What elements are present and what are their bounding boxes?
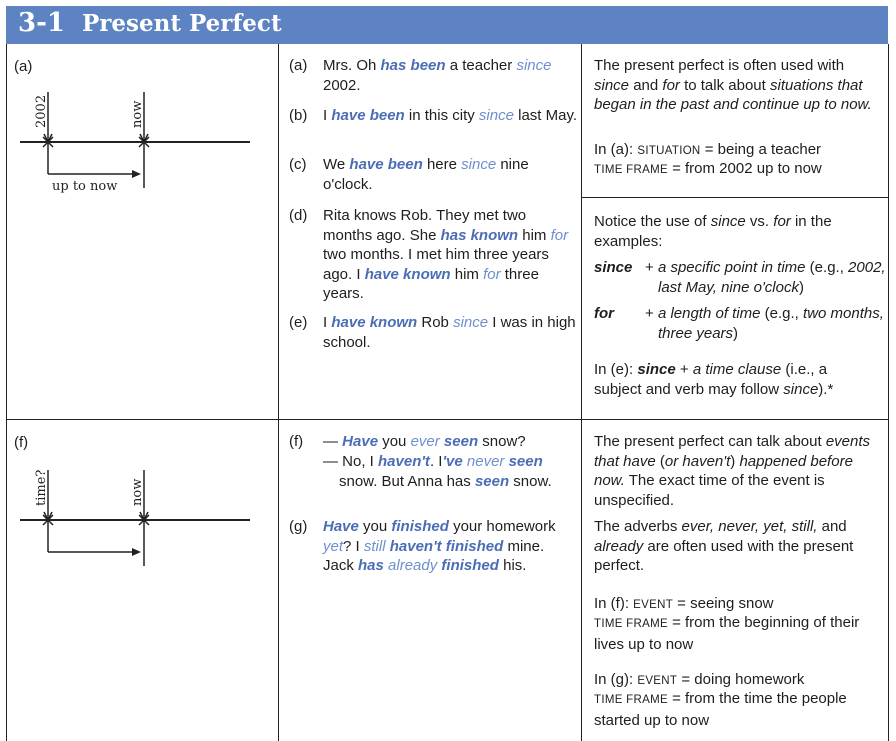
plain-text: ) [733,324,739,342]
plain-text: In (e): [594,361,638,378]
emphasis-text: yet [323,537,344,555]
explanation-line-situation: In (a): SITUATION = being a teacher [594,141,822,158]
table-border-left [6,44,7,741]
plain-text: mine. Jack [323,537,545,574]
example-key: (b) [289,107,308,124]
plain-text: ) [798,278,804,296]
example-key: (d) [289,207,308,224]
plain-text: The exact time of the event is unspecified. [594,472,825,509]
plain-text: Rita knows Rob. They met two months ago. She [323,207,527,244]
plain-text: ).* [818,380,834,398]
timeline-range-label: up to now [52,179,118,194]
plain-text: + [645,259,658,276]
plain-text: + [675,361,693,378]
emphasis-text: already [388,557,438,574]
example-text [323,517,579,576]
plain-text: last May. [513,107,578,124]
explanation-intro [594,56,874,115]
emphasis-text: have been [349,156,423,173]
emphasis-text: since [453,314,489,331]
example-text [323,106,579,126]
timeline-diagram-a [14,84,254,196]
row-label-f: (f) [14,434,29,451]
plain-text: two months. I met him three years ago. I [323,246,549,283]
emphasis-text: have been [331,107,405,124]
timeframe-f-line: TIME FRAME = from the beginning of their lives up to now [594,614,860,653]
timeline-now-label: now [130,478,145,506]
emphasis-text: since [783,380,819,398]
emphasis-text: never [466,453,505,470]
emphasis-text: has been [380,57,446,74]
event-f-line: In (f): EVENT = seeing snow [594,595,774,612]
emphasis-text: seen [474,472,510,490]
example-key: (f) [289,433,304,450]
emphasis-text: since [710,213,746,230]
table-border-right [888,44,889,741]
plain-text: snow. [509,472,552,490]
example-key: (e) [289,314,308,331]
plain-text: Notice the use of [594,213,711,230]
plain-text: to talk about [679,76,770,94]
emphasis-text: have known [331,314,418,331]
example-key: (c) [289,156,307,173]
emphasis-text: still [363,537,386,555]
plain-text: him [518,226,551,244]
section-header [6,6,888,44]
plain-text: your homework [448,518,556,535]
column-divider-2 [581,44,582,741]
since-rule-text [645,258,888,297]
plain-text: We [323,156,350,173]
note-divider [581,197,889,198]
plain-text: and [817,518,847,535]
plain-text: snow? [478,433,526,450]
plain-text: Mrs. Oh [323,57,381,74]
example-text [323,56,579,95]
emphasis-text: since [516,57,552,74]
example-text [323,206,579,304]
timeline-start-label: time? [34,469,49,506]
since-for-intro [594,212,874,251]
emphasis-text: haven't finished [389,537,504,555]
since-word: since [594,259,633,276]
plain-text: him [450,265,484,283]
emphasis-text: two months, three years [658,305,884,342]
emphasis-text: since [461,156,497,173]
plain-text: The adverbs [594,518,682,535]
emphasis-text: happened before now. [594,452,853,489]
plain-text: snow. But Anna has [339,472,475,490]
plain-text: — No, I [323,453,379,470]
emphasis-text: finished [441,557,499,574]
row-label-a: (a) [14,58,33,75]
section-number: 3-1 [18,8,65,38]
emphasis-text: seen [443,433,479,450]
emphasis-text: for [662,76,680,94]
plain-text: (i.e., a subject and verb may follow [594,361,828,398]
plain-text: ( [655,452,665,470]
plain-text: Rob [417,314,454,331]
plain-text: I [323,107,332,124]
plain-text: I [323,314,332,331]
example-f-line-2 [323,452,579,491]
example-key: (g) [289,518,308,535]
event-g-line: In (g): EVENT = doing homework [594,671,805,688]
emphasis-text: a time clause [692,361,782,378]
for-rule-text [645,304,888,343]
example-text [323,313,579,352]
for-word: for [594,305,614,322]
emphasis-text: or haven't [664,452,731,470]
plain-text: I was in high school. [323,314,576,351]
plain-text: — [323,433,343,450]
emphasis-text: a specific point in time [657,259,806,276]
emphasis-text: seen [508,453,543,470]
adverbs-note [594,517,874,576]
emphasis-text: finished [391,518,449,535]
emphasis-text: ever [410,433,440,450]
plain-text: nine o'clock. [323,156,529,193]
timeline-diagram-f [14,462,254,572]
emphasis-text: for [773,213,791,230]
emphasis-text: has [358,557,384,574]
plain-text: you [378,433,411,450]
emphasis-text: 2002, last May, nine o'clock [658,259,886,296]
timeline-now-label: now [130,100,145,128]
section-title: Present Perfect [82,10,282,37]
plain-text: ) [730,452,740,470]
plain-text: (e.g., [805,259,849,276]
emphasis-text: situations that began in the past and continue up to now. [594,76,872,113]
since-time-clause [594,360,874,399]
emphasis-text: Have [342,433,379,450]
emphasis-text: ever, never, yet, still, [681,518,818,535]
emphasis-text: events that have [594,433,871,470]
emphasis-text: already [594,537,644,555]
plain-text: The present perfect is often used with [594,57,845,74]
plain-text: The present perfect can talk about [594,433,826,450]
emphasis-text: for [483,265,501,283]
explanation-line-timeframe: TIME FRAME = from 2002 up to now [594,160,822,177]
plain-text: his. [498,557,527,574]
plain-text: . I [429,453,443,470]
emphasis-text: since [478,107,514,124]
plain-text: you [358,518,392,535]
plain-text: 2002. [323,76,361,94]
row-divider [6,419,889,420]
plain-text: a teacher [445,57,517,74]
example-f-line-1 [323,432,579,452]
plain-text: (e.g., [760,305,804,322]
emphasis-text: Have [323,518,359,535]
plain-text: here [422,156,462,173]
plain-text: in the examples: [594,213,832,250]
example-text [323,155,579,194]
plain-text: ? I [343,537,364,555]
column-divider-1 [278,44,279,741]
emphasis-text: since [637,361,676,378]
timeframe-g-line: TIME FRAME = from the time the people started up to now [594,690,847,729]
example-key: (a) [289,57,308,74]
emphasis-text: 've [442,453,463,470]
plain-text: in this city [404,107,479,124]
emphasis-text: for [550,226,569,244]
emphasis-text: have known [364,265,451,283]
emphasis-text: a length of time [657,305,761,322]
emphasis-text: has known [440,226,519,244]
emphasis-text: since [594,76,630,94]
plain-text: three years. [323,265,539,302]
events-intro [594,432,874,510]
plain-text: and [629,76,663,94]
plain-text: are often used with the present perfect. [594,537,854,574]
plain-text: vs. [745,213,774,230]
timeline-start-label: 2002 [34,94,49,128]
plain-text: + [645,305,658,322]
emphasis-text: haven't [378,453,430,470]
